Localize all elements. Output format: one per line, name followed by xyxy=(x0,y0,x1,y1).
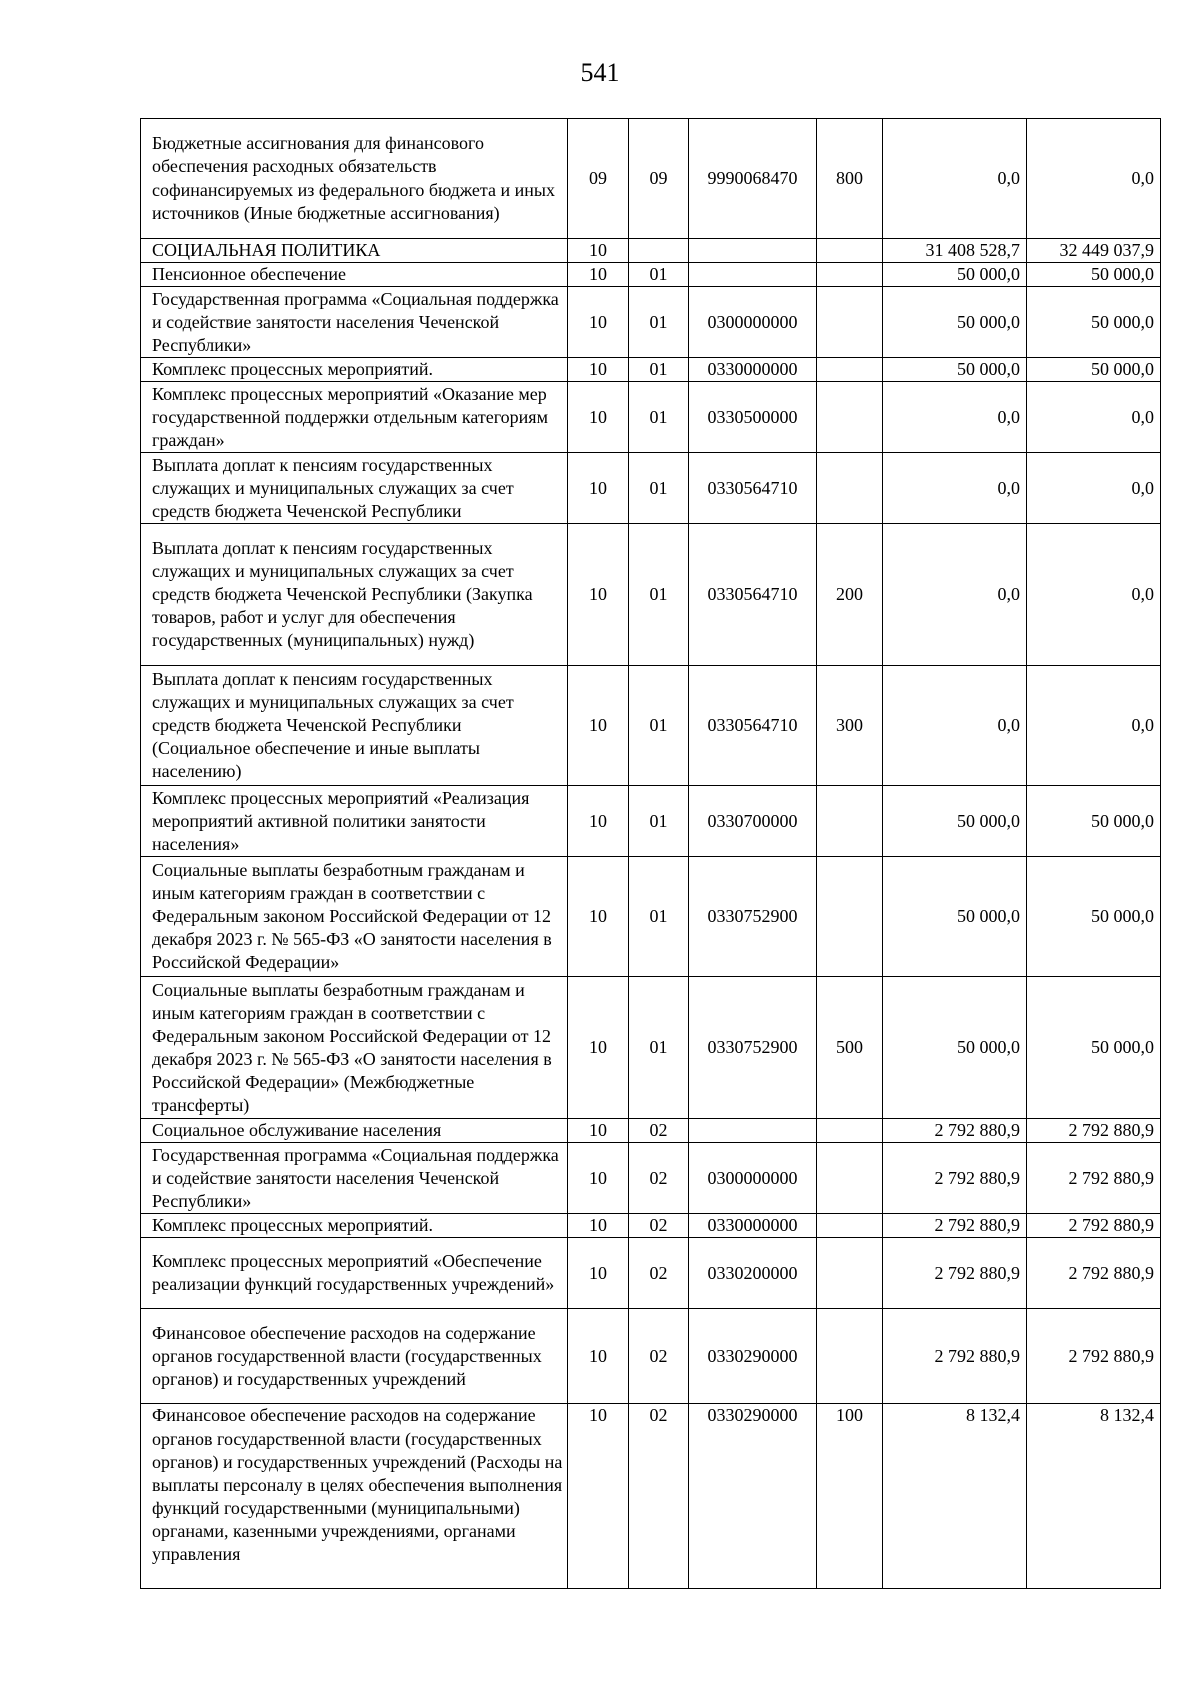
row-amount-2: 0,0 xyxy=(1027,453,1161,524)
table-row xyxy=(141,453,1161,524)
row-section: 10 xyxy=(568,1214,629,1238)
row-name: Государственная программа «Социальная поддержка и содействие занятости населения Чеченской Республики» xyxy=(141,287,568,358)
row-target-article xyxy=(689,239,817,263)
row-expense-type: 100 xyxy=(817,1404,883,1589)
budget-table-body xyxy=(141,119,1161,1589)
row-name: СОЦИАЛЬНАЯ ПОЛИТИКА xyxy=(141,239,568,263)
row-target-article: 0330752900 xyxy=(689,977,817,1119)
row-target-article: 0330700000 xyxy=(689,786,817,857)
row-amount-2: 0,0 xyxy=(1027,524,1161,666)
row-amount-1: 0,0 xyxy=(883,666,1027,786)
row-subsection: 01 xyxy=(629,453,689,524)
row-name: Государственная программа «Социальная поддержка и содействие занятости населения Чеченской Республики» xyxy=(141,1143,568,1214)
row-expense-type: 200 xyxy=(817,524,883,666)
row-target-article xyxy=(689,1119,817,1143)
row-target-article: 0330000000 xyxy=(689,1214,817,1238)
row-amount-1: 0,0 xyxy=(883,119,1027,239)
row-amount-1: 2 792 880,9 xyxy=(883,1119,1027,1143)
row-name: Бюджетные ассигнования для финансового обеспечения расходных обязательств софинансируемых из федерального бюджета и иных источников (Иные бюджетные ассигнования) xyxy=(141,119,568,239)
row-amount-2: 50 000,0 xyxy=(1027,287,1161,358)
row-section: 09 xyxy=(568,119,629,239)
row-amount-2: 50 000,0 xyxy=(1027,263,1161,287)
row-expense-type xyxy=(817,857,883,977)
row-section: 10 xyxy=(568,453,629,524)
row-expense-type xyxy=(817,287,883,358)
row-amount-1: 2 792 880,9 xyxy=(883,1143,1027,1214)
row-amount-2: 2 792 880,9 xyxy=(1027,1214,1161,1238)
row-name: Комплекс процессных мероприятий «Оказание мер государственной поддержки отдельным категориям граждан» xyxy=(141,382,568,453)
row-amount-1: 50 000,0 xyxy=(883,263,1027,287)
row-amount-1: 0,0 xyxy=(883,524,1027,666)
row-name: Социальные выплаты безработным гражданам и иным категориям граждан в соответствии с Федеральным законом Российской Федерации от 12 декабря 2023 г. № 565-ФЗ «О занятости населения в Российской Федерации» (Межбюджетные трансферты) xyxy=(141,977,568,1119)
row-subsection: 09 xyxy=(629,119,689,239)
row-subsection xyxy=(629,239,689,263)
row-section: 10 xyxy=(568,1119,629,1143)
table-row xyxy=(141,1238,1161,1309)
row-expense-type xyxy=(817,1143,883,1214)
row-subsection: 02 xyxy=(629,1119,689,1143)
table-row xyxy=(141,1119,1161,1143)
row-name: Социальное обслуживание населения xyxy=(141,1119,568,1143)
row-amount-2: 8 132,4 xyxy=(1027,1404,1161,1589)
row-section: 10 xyxy=(568,524,629,666)
row-subsection: 01 xyxy=(629,287,689,358)
table-row xyxy=(141,239,1161,263)
row-amount-2: 50 000,0 xyxy=(1027,977,1161,1119)
row-amount-1: 50 000,0 xyxy=(883,786,1027,857)
row-name: Комплекс процессных мероприятий. xyxy=(141,358,568,382)
row-subsection: 01 xyxy=(629,358,689,382)
row-expense-type xyxy=(817,263,883,287)
row-name: Финансовое обеспечение расходов на содержание органов государственной власти (государственных органов) и государственных учреждений (Расходы на выплаты персоналу в целях обеспечения выполнения функций государственными (муниципальными) органами, казенными учреждениями, органами управления xyxy=(141,1404,568,1589)
row-subsection: 02 xyxy=(629,1309,689,1404)
row-section: 10 xyxy=(568,786,629,857)
row-section: 10 xyxy=(568,666,629,786)
row-amount-1: 8 132,4 xyxy=(883,1404,1027,1589)
row-section: 10 xyxy=(568,382,629,453)
row-subsection: 02 xyxy=(629,1238,689,1309)
row-name: Финансовое обеспечение расходов на содержание органов государственной власти (государственных органов) и государственных учреждений xyxy=(141,1309,568,1404)
table-row xyxy=(141,1309,1161,1404)
row-expense-type: 500 xyxy=(817,977,883,1119)
row-subsection: 02 xyxy=(629,1404,689,1589)
row-section: 10 xyxy=(568,1309,629,1404)
table-row xyxy=(141,1214,1161,1238)
row-target-article: 0330564710 xyxy=(689,666,817,786)
row-expense-type xyxy=(817,1309,883,1404)
table-row xyxy=(141,382,1161,453)
row-amount-1: 31 408 528,7 xyxy=(883,239,1027,263)
table-row xyxy=(141,263,1161,287)
row-expense-type xyxy=(817,786,883,857)
row-amount-2: 0,0 xyxy=(1027,382,1161,453)
row-amount-2: 0,0 xyxy=(1027,666,1161,786)
row-amount-2: 2 792 880,9 xyxy=(1027,1119,1161,1143)
row-target-article: 0330752900 xyxy=(689,857,817,977)
row-target-article: 0330564710 xyxy=(689,524,817,666)
row-target-article: 0330500000 xyxy=(689,382,817,453)
row-section: 10 xyxy=(568,1143,629,1214)
row-amount-1: 2 792 880,9 xyxy=(883,1214,1027,1238)
row-name: Социальные выплаты безработным гражданам и иным категориям граждан в соответствии с Федеральным законом Российской Федерации от 12 декабря 2023 г. № 565-ФЗ «О занятости населения в Российской Федерации» xyxy=(141,857,568,977)
row-subsection: 01 xyxy=(629,263,689,287)
table-row xyxy=(141,786,1161,857)
row-name: Комплекс процессных мероприятий. xyxy=(141,1214,568,1238)
row-name: Пенсионное обеспечение xyxy=(141,263,568,287)
row-subsection: 02 xyxy=(629,1143,689,1214)
row-section: 10 xyxy=(568,1404,629,1589)
budget-table xyxy=(140,118,1161,1589)
table-row xyxy=(141,358,1161,382)
row-target-article: 0330290000 xyxy=(689,1404,817,1589)
row-name: Выплата доплат к пенсиям государственных служащих и муниципальных служащих за счет средств бюджета Чеченской Республики xyxy=(141,453,568,524)
row-target-article: 0330000000 xyxy=(689,358,817,382)
table-row xyxy=(141,1143,1161,1214)
row-expense-type xyxy=(817,239,883,263)
row-expense-type xyxy=(817,382,883,453)
row-amount-1: 50 000,0 xyxy=(883,287,1027,358)
row-amount-2: 0,0 xyxy=(1027,119,1161,239)
row-section: 10 xyxy=(568,287,629,358)
table-row xyxy=(141,524,1161,666)
row-expense-type xyxy=(817,358,883,382)
row-section: 10 xyxy=(568,239,629,263)
row-section: 10 xyxy=(568,977,629,1119)
row-amount-2: 50 000,0 xyxy=(1027,786,1161,857)
row-amount-2: 2 792 880,9 xyxy=(1027,1238,1161,1309)
row-amount-1: 50 000,0 xyxy=(883,977,1027,1119)
row-section: 10 xyxy=(568,263,629,287)
row-amount-1: 50 000,0 xyxy=(883,358,1027,382)
row-target-article: 0330200000 xyxy=(689,1238,817,1309)
table-row xyxy=(141,119,1161,239)
row-amount-1: 2 792 880,9 xyxy=(883,1238,1027,1309)
row-expense-type xyxy=(817,1238,883,1309)
row-name: Выплата доплат к пенсиям государственных служащих и муниципальных служащих за счет средств бюджета Чеченской Республики (Социальное обеспечение и иные выплаты населению) xyxy=(141,666,568,786)
row-amount-1: 0,0 xyxy=(883,382,1027,453)
row-expense-type: 800 xyxy=(817,119,883,239)
table-row xyxy=(141,1404,1161,1589)
row-amount-1: 2 792 880,9 xyxy=(883,1309,1027,1404)
row-section: 10 xyxy=(568,1238,629,1309)
table-row xyxy=(141,287,1161,358)
row-subsection: 01 xyxy=(629,977,689,1119)
row-expense-type xyxy=(817,1214,883,1238)
row-subsection: 02 xyxy=(629,1214,689,1238)
row-target-article: 0330564710 xyxy=(689,453,817,524)
row-expense-type xyxy=(817,453,883,524)
page-number: 541 xyxy=(580,58,620,87)
row-section: 10 xyxy=(568,358,629,382)
row-amount-2: 2 792 880,9 xyxy=(1027,1143,1161,1214)
table-row xyxy=(141,666,1161,786)
row-subsection: 01 xyxy=(629,524,689,666)
row-amount-1: 50 000,0 xyxy=(883,857,1027,977)
row-amount-2: 50 000,0 xyxy=(1027,358,1161,382)
row-section: 10 xyxy=(568,857,629,977)
row-subsection: 01 xyxy=(629,786,689,857)
row-subsection: 01 xyxy=(629,857,689,977)
row-name: Комплекс процессных мероприятий «Реализация мероприятий активной политики занятости населения» xyxy=(141,786,568,857)
row-target-article xyxy=(689,263,817,287)
table-row xyxy=(141,977,1161,1119)
row-target-article: 0300000000 xyxy=(689,1143,817,1214)
row-amount-2: 2 792 880,9 xyxy=(1027,1309,1161,1404)
row-subsection: 01 xyxy=(629,382,689,453)
row-name: Выплата доплат к пенсиям государственных служащих и муниципальных служащих за счет средств бюджета Чеченской Республики (Закупка товаров, работ и услуг для обеспечения государственных (муниципальных) нужд) xyxy=(141,524,568,666)
row-amount-2: 32 449 037,9 xyxy=(1027,239,1161,263)
row-amount-2: 50 000,0 xyxy=(1027,857,1161,977)
table-row xyxy=(141,857,1161,977)
row-expense-type: 300 xyxy=(817,666,883,786)
row-name: Комплекс процессных мероприятий «Обеспечение реализации функций государственных учреждений» xyxy=(141,1238,568,1309)
row-expense-type xyxy=(817,1119,883,1143)
row-target-article: 0330290000 xyxy=(689,1309,817,1404)
row-subsection: 01 xyxy=(629,666,689,786)
row-target-article: 9990068470 xyxy=(689,119,817,239)
row-target-article: 0300000000 xyxy=(689,287,817,358)
row-amount-1: 0,0 xyxy=(883,453,1027,524)
